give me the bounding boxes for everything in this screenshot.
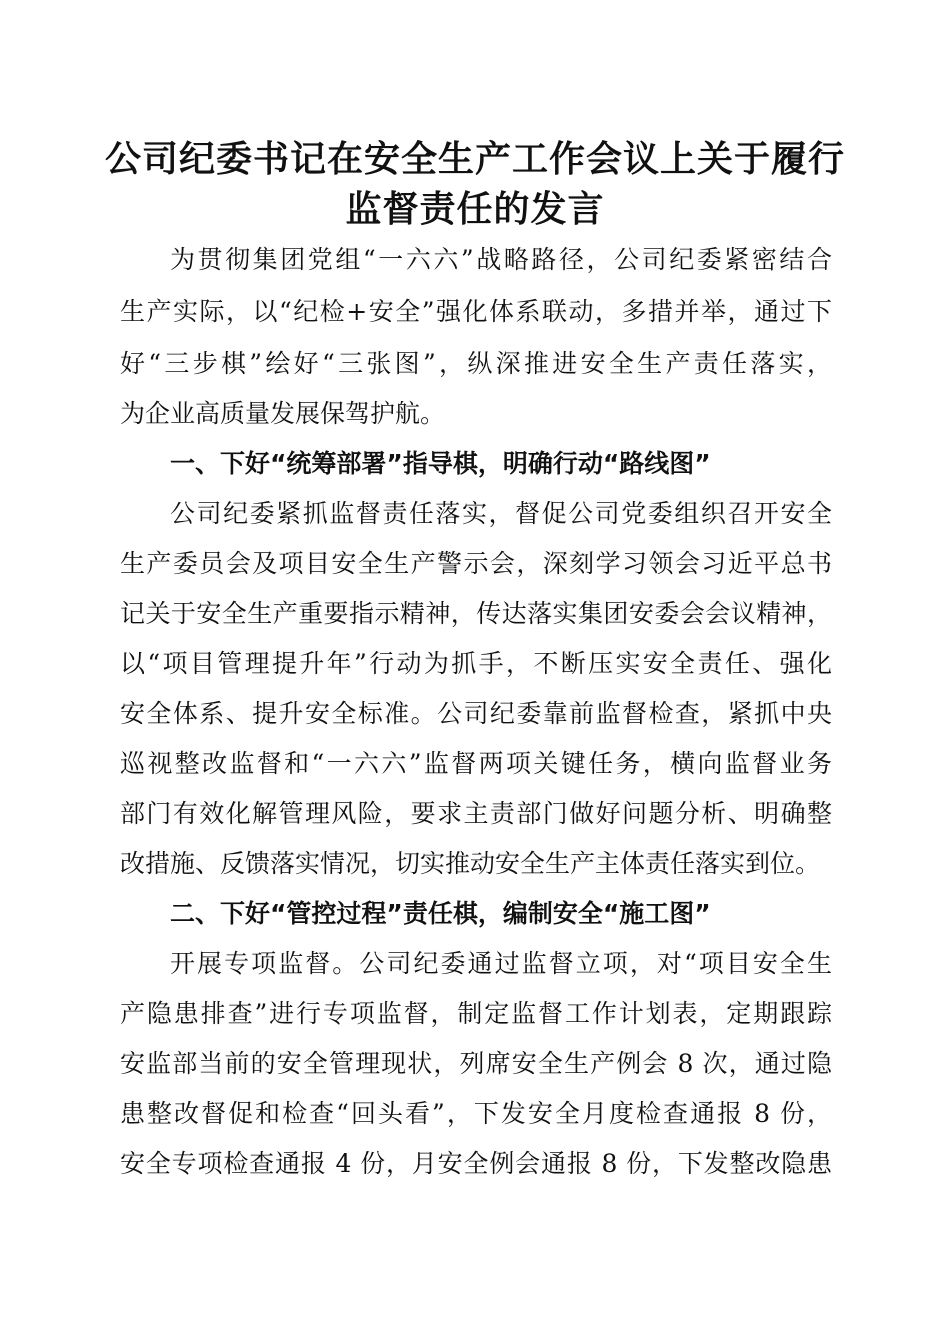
document-title-line-2: 监督责任的发言: [345, 189, 605, 230]
document-title-line-1: 公司纪委书记在安全生产工作会议上关于履行: [104, 139, 845, 180]
paragraph-line: 开展专项监督。公司纪委通过监督立项，对“项目安全生: [170, 949, 832, 978]
paragraph-line: 为企业高质量发展保驾护航。: [120, 399, 446, 428]
paragraph-line: 安全体系、提升安全标准。公司纪委靠前监督检查，紧抓中央: [120, 699, 832, 728]
paragraph-line: 安监部当前的安全管理现状，列席安全生产例会 8 次，通过隐: [120, 1049, 832, 1078]
paragraph-line: 安全专项检查通报 4 份，月安全例会通报 8 份，下发整改隐患: [120, 1149, 832, 1178]
section-heading-1: 一、下好“统筹部署”指导棋，明确行动“路线图”: [170, 449, 711, 478]
paragraph-line: 产隐患排查”进行专项监督，制定监督工作计划表，定期跟踪: [120, 999, 832, 1028]
paragraph-line: 生产委员会及项目安全生产警示会，深刻学习领会习近平总书: [120, 549, 832, 578]
paragraph-line: 记关于安全生产重要指示精神，传达落实集团安委会会议精神，: [120, 599, 832, 628]
paragraph-line: 部门有效化解管理风险，要求主责部门做好问题分析、明确整: [120, 799, 832, 828]
paragraph-line: 巡视整改监督和“一六六”监督两项关键任务，横向监督业务: [120, 749, 832, 778]
paragraph-line: 为贯彻集团党组“一六六”战略路径，公司纪委紧密结合: [170, 245, 832, 274]
paragraph-line: 公司纪委紧抓监督责任落实，督促公司党委组织召开安全: [170, 499, 832, 528]
paragraph-line: 以“项目管理提升年”行动为抓手，不断压实安全责任、强化: [120, 649, 832, 678]
paragraph-line: 好“三步棋”绘好“三张图”，纵深推进安全生产责任落实，: [120, 349, 832, 378]
paragraph-line: 改措施、反馈落实情况，切实推动安全生产主体责任落实到位。: [120, 849, 821, 878]
paragraph-line: 生产实际，以“纪检+安全”强化体系联动，多措并举，通过下: [120, 297, 832, 326]
section-heading-2: 二、下好“管控过程”责任棋，编制安全“施工图”: [170, 899, 711, 928]
paragraph-line: 患整改督促和检查“回头看”，下发安全月度检查通报 8 份，: [120, 1099, 832, 1128]
